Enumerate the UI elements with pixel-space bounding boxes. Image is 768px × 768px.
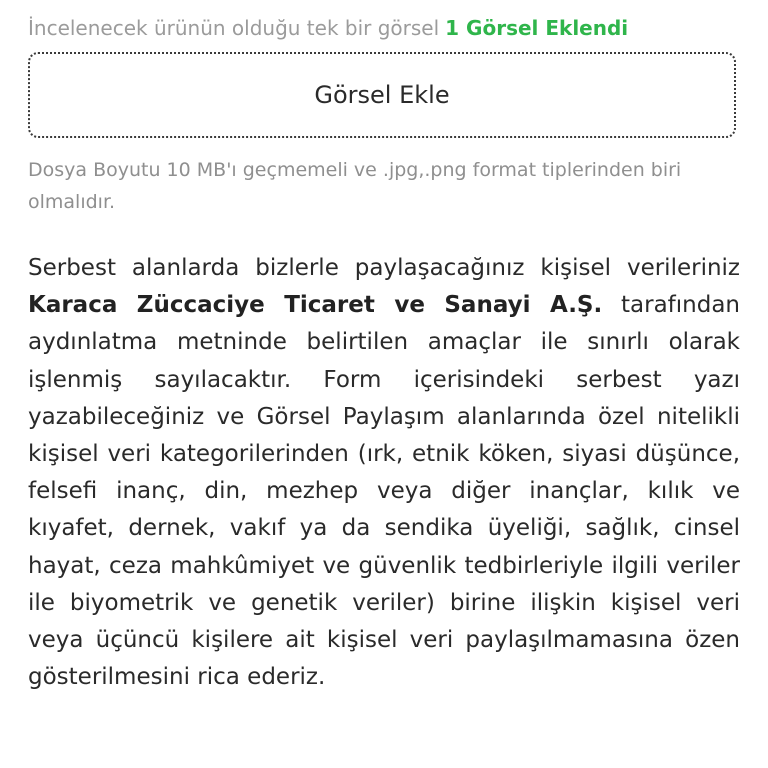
- upload-status: 1 Görsel Eklendi: [445, 16, 629, 40]
- consent-text-intro: Serbest alanlarda bizlerle paylaşacağınız kişisel verileriniz: [28, 255, 740, 281]
- privacy-consent-text: [28, 250, 740, 696]
- upload-instruction: İncelenecek ürünün olduğu tek bir görsel: [28, 16, 440, 40]
- add-image-button[interactable]: [28, 52, 736, 138]
- upload-file-hint: Dosya Boyutu 10 MB'ı geçmemeli ve .jpg,.png format tiplerinden biri olmalıdır.: [28, 159, 682, 213]
- upload-header: [28, 14, 748, 42]
- add-image-button-label: Görsel Ekle: [314, 81, 450, 109]
- consent-text-body: tarafından aydınlatma metninde belirtilen amaçlar ile sınırlı olarak işlenmiş sayılacaktır. Form içerisindeki serbest yazı yazabileceğiniz ve Görsel Paylaşım alanlarında özel nitelikli kişisel veri kategorilerinden (ırk, etnik köken, siyasi düşünce, felsefi inanç, din, mezhep veya diğer inançlar, kılık ve kıyafet, dernek, vakıf ya da sendika üyeliği, sağlık, cinsel hayat, ceza mahkûmiyet ve güvenlik tedbirleriyle ilgili veriler ile biyometrik ve genetik veriler) birine ilişkin kişisel veri veya üçüncü kişilere ait kişisel veri paylaşılmamasına özen gösterilmesini rica ederiz.: [28, 292, 740, 691]
- company-name: Karaca Züccaciye Ticaret ve Sanayi A.Ş.: [28, 292, 603, 319]
